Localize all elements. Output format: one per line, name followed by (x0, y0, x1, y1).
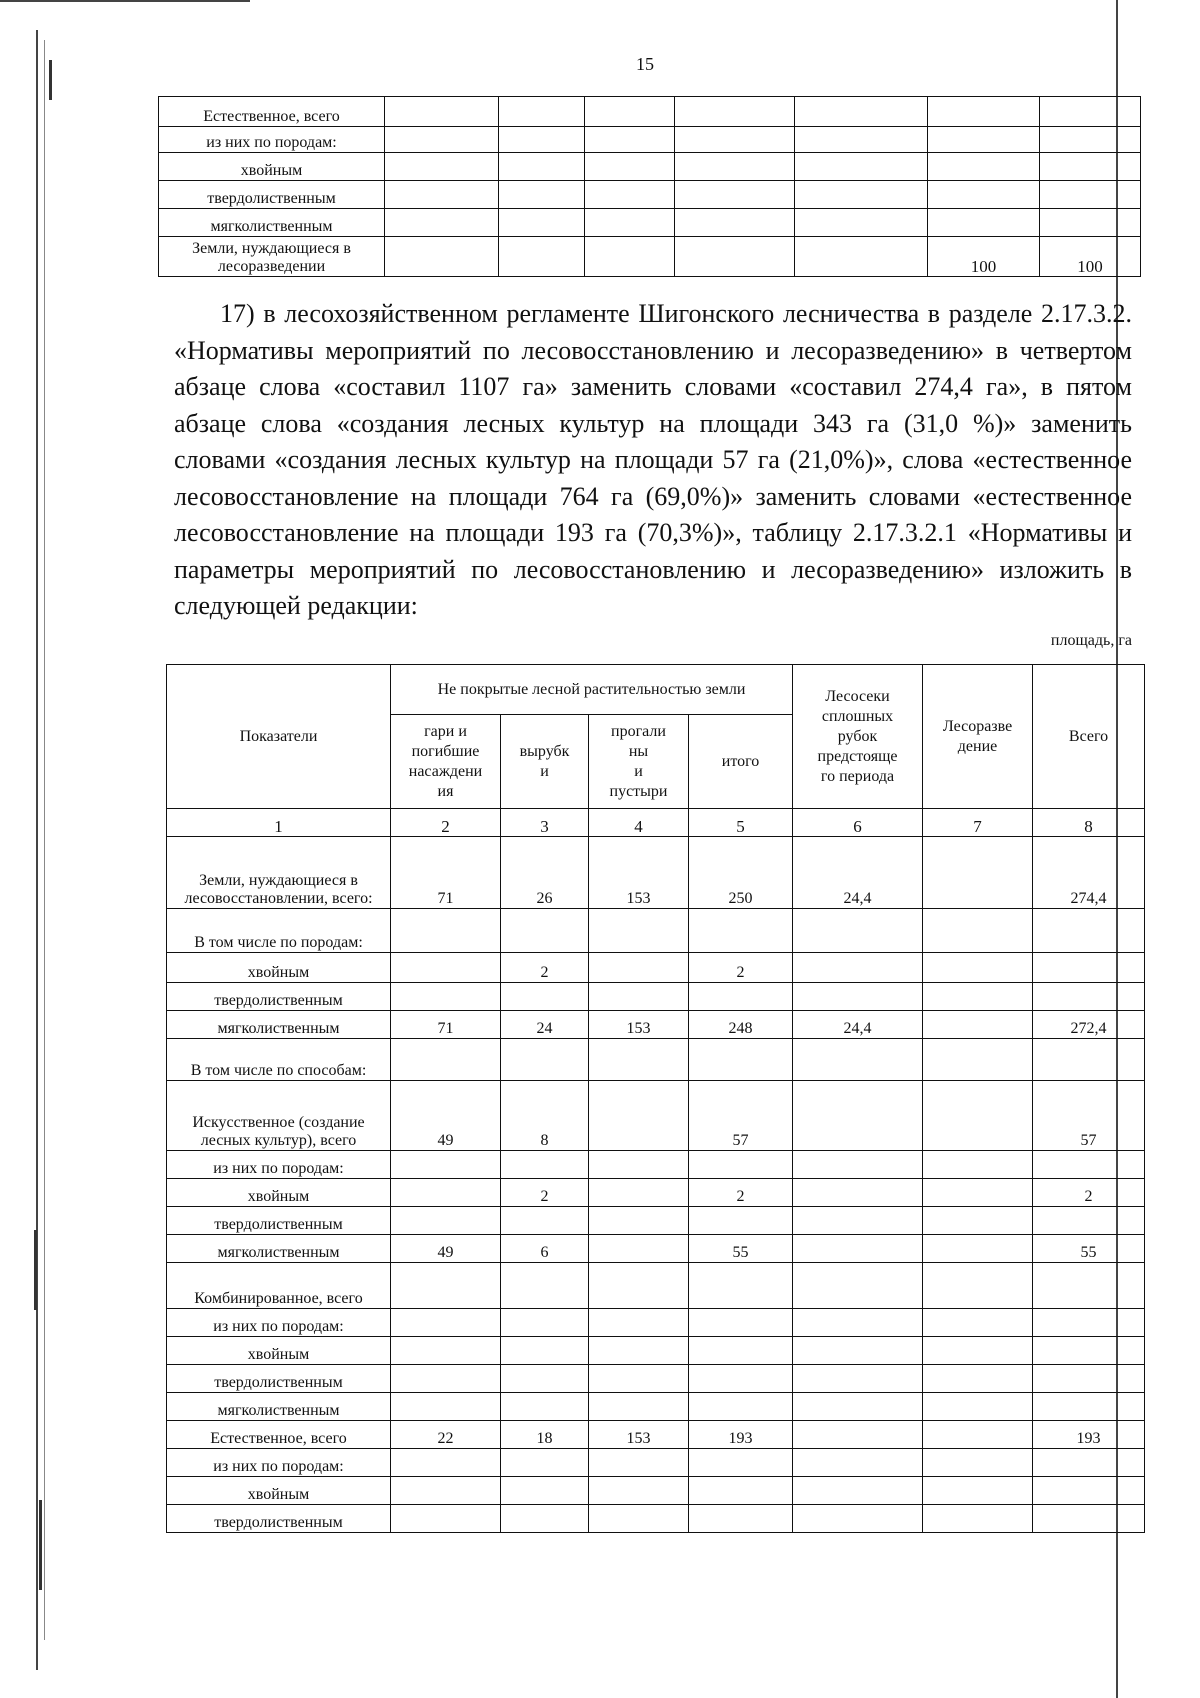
cell-value (793, 1309, 923, 1337)
cell-value (689, 1309, 793, 1337)
table-row (167, 1207, 1145, 1235)
cell-value (501, 909, 589, 953)
cell-value (689, 1505, 793, 1533)
cell-value (1040, 127, 1141, 153)
cell-value (923, 1393, 1033, 1421)
table-row (167, 1263, 1145, 1309)
cell-value (793, 1151, 923, 1179)
cell-value (923, 1039, 1033, 1081)
row-label: Земли, нуждающиеся в лесоразведении (159, 237, 385, 277)
cell-value: 100 (1040, 237, 1141, 277)
cell-value (501, 1477, 589, 1505)
cell-value (391, 1207, 501, 1235)
cell-value (923, 1505, 1033, 1533)
table-row (167, 1309, 1145, 1337)
cell-value (1040, 209, 1141, 237)
cell-value: 49 (391, 1081, 501, 1151)
table-row (159, 237, 1141, 277)
table-row (167, 1421, 1145, 1449)
row-label: твердолиственным (167, 983, 391, 1011)
table-row (167, 1449, 1145, 1477)
table-row (167, 1477, 1145, 1505)
cell-value (795, 97, 928, 127)
cell-value (675, 209, 795, 237)
cell-value (501, 1039, 589, 1081)
cell-value (499, 97, 585, 127)
header-indicators: Показатели (167, 665, 391, 809)
page-number: 15 (636, 54, 654, 74)
cell-value: 248 (689, 1011, 793, 1039)
cell-value: 49 (391, 1235, 501, 1263)
cell-value (499, 237, 585, 277)
header-burned: гари и погибшие насаждени ия (391, 715, 501, 809)
cell-value (391, 1505, 501, 1533)
cell-value (1033, 1309, 1145, 1337)
header-row-1 (167, 665, 1145, 715)
table-row (167, 953, 1145, 983)
cell-value: 193 (689, 1421, 793, 1449)
cell-value (385, 97, 499, 127)
cell-value (1040, 153, 1141, 181)
cell-value (585, 209, 675, 237)
scan-edge-line-left (36, 30, 38, 1670)
cell-value (1033, 1477, 1145, 1505)
cell-value (1033, 1151, 1145, 1179)
column-number: 3 (501, 809, 589, 837)
row-label: хвойным (167, 1179, 391, 1207)
unit-note: площадь, га (1050, 632, 1132, 649)
cell-value (793, 1081, 923, 1151)
row-label: мягколиственным (159, 209, 385, 237)
cell-value (923, 1449, 1033, 1477)
cell-value (589, 909, 689, 953)
cell-value (589, 1365, 689, 1393)
cell-value (1040, 181, 1141, 209)
cell-value (795, 181, 928, 209)
row-label: из них по породам: (167, 1449, 391, 1477)
cell-value: 57 (689, 1081, 793, 1151)
cell-value (385, 181, 499, 209)
cell-value (1033, 1505, 1145, 1533)
cell-value (928, 181, 1040, 209)
cell-value (795, 153, 928, 181)
table-row (167, 1179, 1145, 1207)
column-number: 2 (391, 809, 501, 837)
cell-value (589, 1179, 689, 1207)
cell-value (385, 127, 499, 153)
cell-value (589, 983, 689, 1011)
row-label: мягколиственным (167, 1011, 391, 1039)
row-label: хвойным (167, 1337, 391, 1365)
cell-value: 57 (1033, 1081, 1145, 1151)
column-number: 8 (1033, 809, 1145, 837)
cell-value: 153 (589, 1421, 689, 1449)
cell-value (391, 1309, 501, 1337)
cell-value (589, 1393, 689, 1421)
cell-value (1033, 1449, 1145, 1477)
cell-value: 24 (501, 1011, 589, 1039)
cell-value: 153 (589, 837, 689, 909)
cell-value (391, 983, 501, 1011)
cell-value (923, 1011, 1033, 1039)
column-number-row (167, 809, 1145, 837)
cell-value (928, 153, 1040, 181)
cell-value (928, 127, 1040, 153)
cell-value (589, 1207, 689, 1235)
row-label: твердолиственным (159, 181, 385, 209)
reforestation-table-body (167, 665, 1145, 1533)
cell-value (391, 1337, 501, 1365)
row-label: твердолиственным (167, 1365, 391, 1393)
column-number: 5 (689, 809, 793, 837)
cell-value: 2 (689, 953, 793, 983)
cell-value: 193 (1033, 1421, 1145, 1449)
cell-value (589, 1505, 689, 1533)
cell-value (793, 1207, 923, 1235)
cell-value (675, 153, 795, 181)
cell-value (793, 1263, 923, 1309)
row-label: хвойным (167, 953, 391, 983)
cell-value: 6 (501, 1235, 589, 1263)
cell-value: 153 (589, 1011, 689, 1039)
cell-value (501, 1393, 589, 1421)
cell-value (793, 1449, 923, 1477)
cell-value (391, 1393, 501, 1421)
cell-value (689, 1449, 793, 1477)
cell-value (501, 1337, 589, 1365)
table-row (167, 1081, 1145, 1151)
scan-edge-line-left-2 (44, 40, 45, 1640)
cell-value (928, 97, 1040, 127)
cell-value: 71 (391, 1011, 501, 1039)
cell-value (793, 1477, 923, 1505)
cell-value (499, 153, 585, 181)
cell-value (589, 1263, 689, 1309)
cell-value (1033, 983, 1145, 1011)
table-row (167, 837, 1145, 909)
cell-value (689, 1337, 793, 1365)
cell-value (793, 1505, 923, 1533)
row-label: мягколиственным (167, 1235, 391, 1263)
table-row (159, 97, 1141, 127)
cell-value (585, 237, 675, 277)
cell-value (1033, 953, 1145, 983)
row-label: твердолиственным (167, 1207, 391, 1235)
cell-value (923, 1207, 1033, 1235)
table-row (167, 1151, 1145, 1179)
cell-value (391, 1179, 501, 1207)
cell-value (795, 209, 928, 237)
cell-value: 55 (1033, 1235, 1145, 1263)
cell-value (923, 1081, 1033, 1151)
cell-value (589, 1449, 689, 1477)
cell-value (589, 1151, 689, 1179)
row-label: В том числе по породам: (167, 909, 391, 953)
column-number: 7 (923, 809, 1033, 837)
row-label: Естественное, всего (159, 97, 385, 127)
cell-value (689, 1263, 793, 1309)
row-label: Искусственное (создание лесных культур), всего (167, 1081, 391, 1151)
table-row (167, 1505, 1145, 1533)
cell-value (585, 127, 675, 153)
cell-value: 250 (689, 837, 793, 909)
cell-value: 55 (689, 1235, 793, 1263)
cell-value (923, 1309, 1033, 1337)
cell-value (385, 237, 499, 277)
cell-value (923, 1263, 1033, 1309)
table-row (167, 1011, 1145, 1039)
cell-value: 2 (501, 1179, 589, 1207)
header-afforestation: Лесоразве дение (923, 665, 1033, 809)
table-row (167, 1337, 1145, 1365)
cell-value (923, 1421, 1033, 1449)
cell-value (391, 1151, 501, 1179)
cell-value (675, 127, 795, 153)
cell-value (923, 1365, 1033, 1393)
cell-value (501, 1151, 589, 1179)
cell-value (793, 1235, 923, 1263)
header-total: Всего (1033, 665, 1145, 809)
cell-value (589, 1337, 689, 1365)
cell-value (589, 1309, 689, 1337)
header-clearcuts: Лесосеки сплошных рубок предстояще го периода (793, 665, 923, 809)
cell-value (793, 1039, 923, 1081)
cell-value: 272,4 (1033, 1011, 1145, 1039)
cell-value: 2 (501, 953, 589, 983)
cell-value: 24,4 (793, 837, 923, 909)
table-row (159, 127, 1141, 153)
row-label: хвойным (167, 1477, 391, 1505)
cell-value (923, 1235, 1033, 1263)
cell-value (589, 1477, 689, 1505)
cell-value (385, 209, 499, 237)
row-label: Естественное, всего (167, 1421, 391, 1449)
row-label: Комбинированное, всего (167, 1263, 391, 1309)
cell-value (923, 1477, 1033, 1505)
cell-value (1033, 1337, 1145, 1365)
cell-value (585, 181, 675, 209)
table-row (159, 153, 1141, 181)
cell-value: 26 (501, 837, 589, 909)
table-row (167, 1365, 1145, 1393)
cell-value (923, 983, 1033, 1011)
cell-value (499, 181, 585, 209)
cell-value (391, 1039, 501, 1081)
cell-value (689, 1477, 793, 1505)
cell-value (689, 1039, 793, 1081)
cell-value (689, 909, 793, 953)
cell-value (923, 953, 1033, 983)
cell-value: 24,4 (793, 1011, 923, 1039)
cell-value (689, 1393, 793, 1421)
header-glades: прогали ны и пустыри (589, 715, 689, 809)
amendment-paragraph (174, 296, 1132, 625)
cell-value: 18 (501, 1421, 589, 1449)
cell-value (923, 1337, 1033, 1365)
scan-mark-3 (39, 1500, 42, 1590)
reforestation-norms-table (166, 664, 1145, 1533)
cell-value (793, 1179, 923, 1207)
table-row (159, 209, 1141, 237)
cell-value (589, 953, 689, 983)
cell-value: 22 (391, 1421, 501, 1449)
cell-value: 2 (1033, 1179, 1145, 1207)
cell-value: 2 (689, 1179, 793, 1207)
row-label: из них по породам: (159, 127, 385, 153)
cell-value: 274,4 (1033, 837, 1145, 909)
table-row (167, 1039, 1145, 1081)
cell-value (501, 1207, 589, 1235)
cell-value (1033, 1039, 1145, 1081)
cell-value (585, 97, 675, 127)
cell-value (793, 1393, 923, 1421)
cell-value (923, 837, 1033, 909)
header-subtotal: итого (689, 715, 793, 809)
cell-value (1040, 97, 1141, 127)
amendment-text: 17) в лесохозяйственном регламенте Шигонского лесничества в разделе 2.17.3.2. «Нормативы мероприятий по лесовосстановлению и лесоразведению» в четвертом абзаце слова «составил 1107 га» заменить словами «составил 274,4 га», в пятом абзаце слова «создания лесных культур на площади 343 га (31,0 %)» заменить словами «создания лесных культур на площади 57 га (21,0%)», слова «естественное лесовосстановление на площади 764 га (69,0%)» заменить словами «естественное лесовосстановление на площади 193 га (70,3%)», таблицу 2.17.3.2.1 «Нормативы и параметры мероприятий по лесовосстановлению и лесоразведению» изложить в следующей редакции: (174, 299, 1132, 620)
cell-value (501, 1505, 589, 1533)
cell-value: 71 (391, 837, 501, 909)
cell-value (501, 1365, 589, 1393)
cell-value (793, 1365, 923, 1393)
cell-value (501, 1309, 589, 1337)
cell-value (1033, 1365, 1145, 1393)
cell-value (795, 237, 928, 277)
table-row (167, 983, 1145, 1011)
cell-value (391, 1477, 501, 1505)
cell-value (793, 1421, 923, 1449)
cell-value (923, 1179, 1033, 1207)
cell-value (585, 153, 675, 181)
cell-value (391, 953, 501, 983)
column-number: 6 (793, 809, 923, 837)
cell-value (391, 1263, 501, 1309)
cell-value (923, 1151, 1033, 1179)
row-label: из них по породам: (167, 1151, 391, 1179)
cell-value (689, 983, 793, 1011)
cell-value (793, 983, 923, 1011)
row-label: мягколиственным (167, 1393, 391, 1421)
cell-value (793, 953, 923, 983)
cell-value (928, 209, 1040, 237)
cell-value (589, 1039, 689, 1081)
scan-mark-2 (34, 1230, 37, 1310)
table-row (159, 181, 1141, 209)
cell-value (499, 127, 585, 153)
cell-value (793, 1337, 923, 1365)
cell-value (1033, 1263, 1145, 1309)
cell-value: 100 (928, 237, 1040, 277)
cell-value: 8 (501, 1081, 589, 1151)
scan-edge-line-top (0, 0, 250, 2)
table-row (167, 909, 1145, 953)
cell-value (689, 1151, 793, 1179)
row-label: твердолиственным (167, 1505, 391, 1533)
cell-value (1033, 1393, 1145, 1421)
column-number: 1 (167, 809, 391, 837)
cell-value (499, 209, 585, 237)
cell-value (391, 1449, 501, 1477)
cell-value (675, 237, 795, 277)
table-row (167, 1235, 1145, 1263)
continuation-table (158, 96, 1141, 277)
header-unforested-lands: Не покрытые лесной растительностью земли (391, 665, 793, 715)
cell-value (675, 97, 795, 127)
cell-value (589, 1235, 689, 1263)
cell-value (1033, 1207, 1145, 1235)
row-label: хвойным (159, 153, 385, 181)
cell-value (391, 909, 501, 953)
table-row (167, 1393, 1145, 1421)
cell-value (793, 909, 923, 953)
cell-value (689, 1365, 793, 1393)
row-label: В том числе по способам: (167, 1039, 391, 1081)
cell-value (1033, 909, 1145, 953)
continuation-table-body (159, 97, 1141, 277)
cell-value (923, 909, 1033, 953)
cell-value (675, 181, 795, 209)
cell-value (795, 127, 928, 153)
row-label: Земли, нуждающиеся в лесовосстановлении, всего: (167, 837, 391, 909)
column-number: 4 (589, 809, 689, 837)
row-label: из них по породам: (167, 1309, 391, 1337)
cell-value (589, 1081, 689, 1151)
cell-value (501, 1449, 589, 1477)
header-cutovers: вырубк и (501, 715, 589, 809)
cell-value (689, 1207, 793, 1235)
cell-value (385, 153, 499, 181)
cell-value (501, 983, 589, 1011)
cell-value (391, 1365, 501, 1393)
cell-value (501, 1263, 589, 1309)
